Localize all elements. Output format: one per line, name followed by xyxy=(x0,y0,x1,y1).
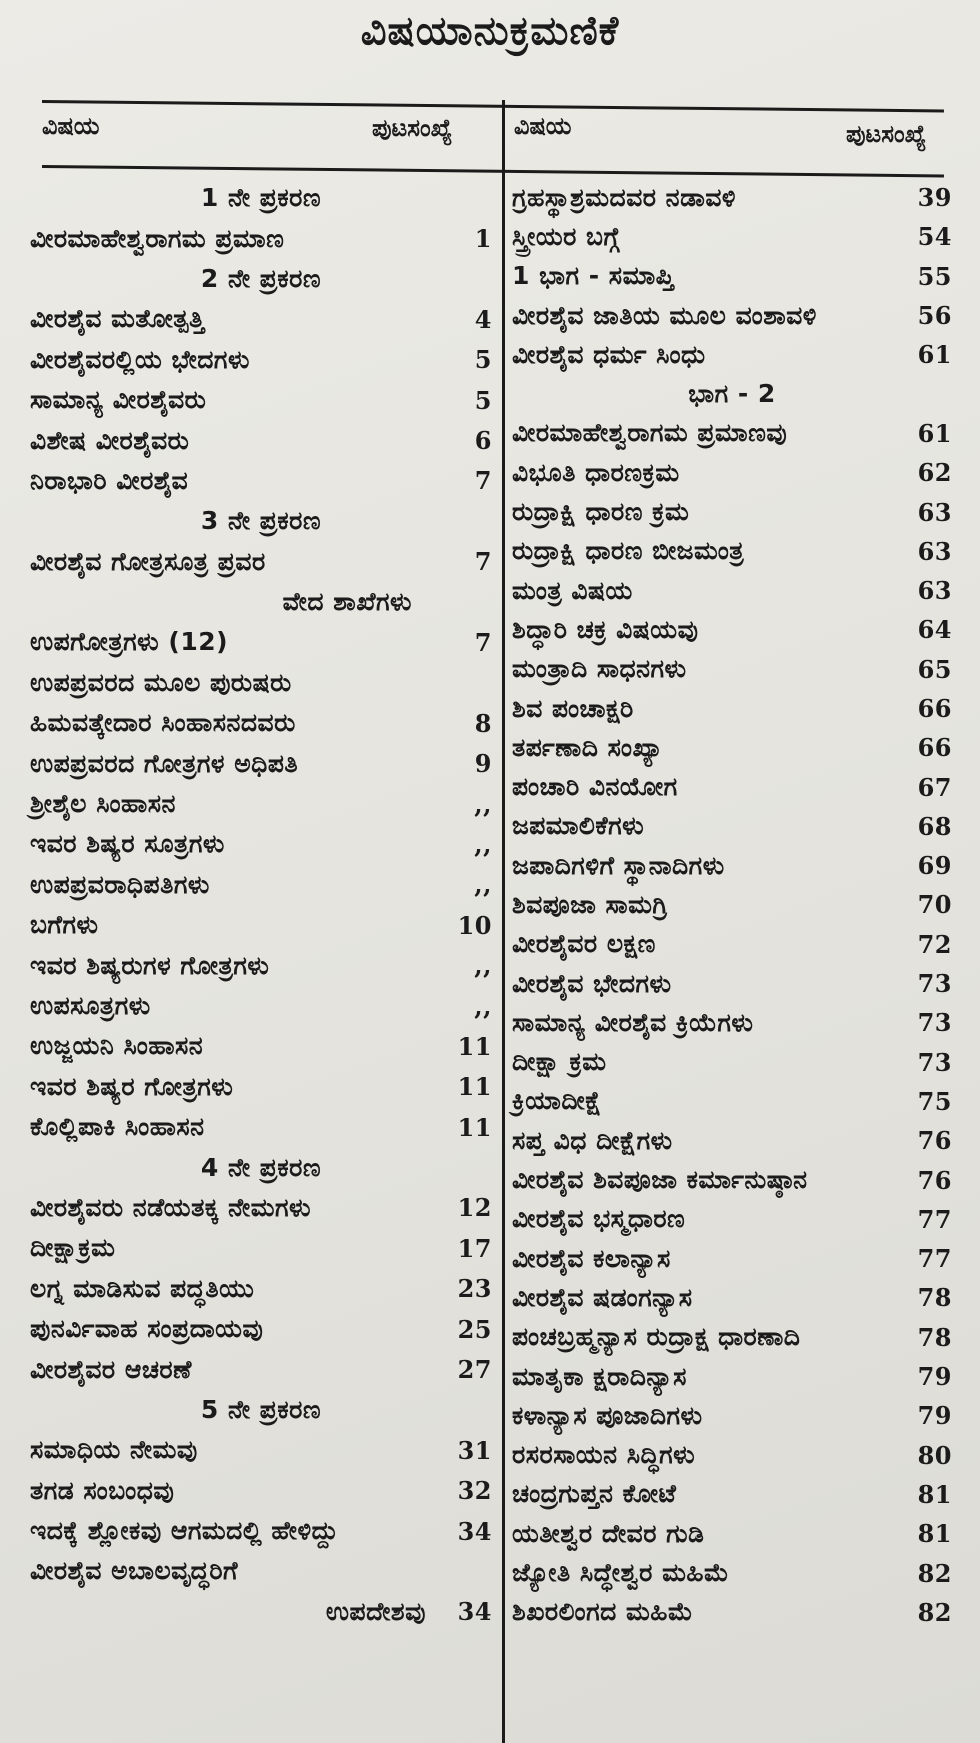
toc-entry xyxy=(30,542,492,582)
toc-entry xyxy=(30,905,492,945)
toc-entry-page: ,, xyxy=(474,951,492,981)
toc-entry-page: 66 xyxy=(917,733,952,763)
toc-entry-page: 81 xyxy=(917,1479,952,1509)
toc-entry-page: 34 xyxy=(457,1597,492,1627)
section-heading-text: 3 ನೇ ಪ್ರಕರಣ xyxy=(200,506,322,536)
toc-entry xyxy=(512,571,952,610)
toc-entry-title: ಬಗೆಗಳು xyxy=(30,910,99,940)
toc-entry xyxy=(30,865,492,905)
toc-entry-title: ಸಾಮಾನ್ಯ ವೀರಶೈವ ಕ್ರಿಯೆಗಳು xyxy=(512,1007,754,1037)
toc-entry xyxy=(512,1278,952,1317)
toc-entry-page: 61 xyxy=(917,418,952,448)
toc-entry xyxy=(512,1239,952,1278)
section-heading-text: ಭಾಗ - 2 xyxy=(688,379,776,409)
toc-entry-title: ಉಪದೇಶವು xyxy=(325,1596,426,1626)
toc-entry-page: 10 xyxy=(457,910,492,940)
toc-entry-title: ವೀರಶೈವರ ಆಚರಣೆ xyxy=(30,1354,192,1384)
toc-entry xyxy=(512,1043,952,1082)
toc-entry-title: ಉಪಪ್ರವರದ ಗೋತ್ರಗಳ ಅಧಿಪತಿ xyxy=(30,748,299,778)
toc-entry-page: 55 xyxy=(917,261,952,291)
toc-entry-page: 63 xyxy=(917,576,952,606)
toc-entry-title: ವೀರಶೈವ ಭೇದಗಳು xyxy=(512,968,672,998)
toc-entry xyxy=(512,453,952,492)
section-heading-text: 1 ನೇ ಪ್ರಕರಣ xyxy=(200,183,322,213)
toc-entry xyxy=(512,1553,952,1592)
toc-entry-page: 80 xyxy=(917,1440,952,1470)
toc-entry-title: ವೀರಶೈವ ಗೋತ್ರಸೂತ್ರ ಪ್ರವರ xyxy=(30,546,266,576)
toc-entry-page: 78 xyxy=(917,1322,952,1352)
toc-entry-page: ,, xyxy=(474,789,492,819)
toc-entry-page: 11 xyxy=(457,1072,492,1102)
toc-entry-page: 7 xyxy=(474,547,492,577)
toc-entry xyxy=(30,1026,492,1066)
toc-entry-page: 64 xyxy=(917,615,952,645)
toc-entry xyxy=(30,1471,492,1511)
left-column xyxy=(30,178,492,1632)
toc-entry-title: ಶಿದ್ಧಾರಿ ಚಕ್ರ ವಿಷಯವು xyxy=(512,614,699,644)
toc-entry-title: ಶ್ರೀಶೈಲ ಸಿಂಹಾಸನ xyxy=(30,789,176,819)
toc-entry xyxy=(30,945,492,985)
toc-entry-page: 81 xyxy=(917,1519,952,1549)
toc-entry xyxy=(30,1067,492,1107)
toc-entry-page: 6 xyxy=(474,426,492,456)
toc-entry-title: ಮಂತ್ರ ವಿಷಯ xyxy=(512,575,633,605)
section-heading xyxy=(30,1147,492,1187)
toc-entry-page: 76 xyxy=(917,1165,952,1195)
toc-entry-title: ಚಂದ್ರಗುಪ್ತನ ಕೋಟೆ xyxy=(512,1479,677,1509)
toc-entry-title: ಪಂಚಾರಿ ವಿನಯೋಗ xyxy=(512,772,678,802)
toc-entry-title: ಕೊಲ್ಲಿಪಾಕಿ ಸಿಂಹಾಸನ xyxy=(30,1112,205,1142)
toc-entry-title: ಇವರ ಶಿಷ್ಯರುಗಳ ಗೋತ್ರಗಳು xyxy=(30,950,270,980)
toc-entry-page: 70 xyxy=(917,890,952,920)
toc-entry xyxy=(30,1349,492,1389)
toc-entry xyxy=(30,784,492,824)
toc-entry-title: ವೀರಶೈವ ಅಬಾಲವೃದ್ಧರಿಗೆ xyxy=(30,1556,239,1586)
toc-entry xyxy=(512,650,952,689)
toc-entry-page: 76 xyxy=(917,1126,952,1156)
toc-entry-title: ನಿರಾಭಾರಿ ವೀರಶೈವ xyxy=(30,465,189,495)
toc-entry-title: ವೀರಶೈವ ಶಿವಪೂಜಾ ಕರ್ಮಾನುಷ್ಠಾನ xyxy=(512,1165,808,1195)
toc-entry-page: 56 xyxy=(917,301,952,331)
toc-entry-title: ಜಪಮಾಲಿಕೆಗಳು xyxy=(512,811,645,841)
toc-entry xyxy=(30,1228,492,1268)
toc-entry-title: ತರ್ಪಣಾದಿ ಸಂಖ್ಯಾ xyxy=(512,732,664,762)
toc-entry-title: ವೀರಮಾಹೇಶ್ವರಾಗಮ ಪ್ರಮಾಣ xyxy=(30,223,285,253)
toc-entry-title: ರುದ್ರಾಕ್ಷಿ ಧಾರಣ ಬೀಜಮಂತ್ರ xyxy=(512,536,745,566)
toc-entry-title: ಸಮಾಧಿಯ ನೇಮವು xyxy=(30,1435,198,1465)
toc-entry xyxy=(512,1003,952,1042)
toc-entry xyxy=(30,1188,492,1228)
toc-entry xyxy=(512,1318,952,1357)
toc-entry-title: ದೀಕ್ಷಾಕ್ರಮ xyxy=(30,1233,116,1263)
toc-entry-title: ವೀರಶೈವ ಜಾತಿಯ ಮೂಲ ವಂಶಾವಳಿ xyxy=(512,300,817,330)
toc-entry-title: ಜ್ಯೋತಿ ಸಿದ್ಧೇಶ್ವರ ಮಹಿಮೆ xyxy=(512,1558,730,1588)
toc-entry-page: 54 xyxy=(917,222,952,252)
toc-entry xyxy=(30,1269,492,1309)
toc-entry-title: ಉಪಪ್ರವರಾಧಿಪತಿಗಳು xyxy=(30,869,210,899)
toc-entry xyxy=(512,178,952,217)
toc-entry xyxy=(512,296,952,335)
toc-entry xyxy=(30,218,492,258)
toc-entry-title: ಶಿವಪೂಜಾ ಸಾಮಗ್ರಿ xyxy=(512,889,668,919)
toc-entry-page: 82 xyxy=(917,1558,952,1588)
toc-entry-page: 17 xyxy=(457,1233,492,1263)
toc-entry-page: 39 xyxy=(917,183,952,213)
column-divider xyxy=(502,100,505,1743)
toc-entry-page: 11 xyxy=(457,1031,492,1061)
toc-entry-page: 62 xyxy=(917,458,952,488)
toc-entry-page: 77 xyxy=(917,1244,952,1274)
toc-entry xyxy=(30,622,492,662)
section-heading xyxy=(30,501,492,541)
toc-entry-title: ಇವರ ಶಿಷ್ಯರ ಗೋತ್ರಗಳು xyxy=(30,1071,234,1101)
toc-entry xyxy=(512,807,952,846)
toc-entry-title: ಪಂಚಬ್ರಹ್ಮನ್ಯಾಸ ರುದ್ರಾಕ್ಷ ಧಾರಣಾದಿ xyxy=(512,1322,801,1352)
toc-entry-page: 75 xyxy=(917,1086,952,1116)
toc-entry-page: 79 xyxy=(917,1362,952,1392)
toc-entry-title: ಕಳಾನ್ಯಾಸ ಪೂಜಾದಿಗಳು xyxy=(512,1400,703,1430)
toc-entry-page: 68 xyxy=(917,811,952,841)
toc-entry xyxy=(30,1309,492,1349)
toc-entry-title: ವೀರಮಾಹೇಶ್ವರಾಗಮ ಪ್ರಮಾಣವು xyxy=(512,418,788,448)
toc-entry-page: 7 xyxy=(474,627,492,657)
toc-entry xyxy=(512,1160,952,1199)
toc-entry-page: 67 xyxy=(917,772,952,802)
toc-entry-title: ಕ್ರಿಯಾದೀಕ್ಷೆ xyxy=(512,1086,602,1116)
toc-entry xyxy=(30,986,492,1026)
toc-entry xyxy=(30,1430,492,1470)
section-heading-text: 4 ನೇ ಪ್ರಕರಣ xyxy=(200,1152,322,1182)
toc-entry xyxy=(30,299,492,339)
toc-entry-page: 11 xyxy=(457,1112,492,1142)
section-heading-text: ವೇದ ಶಾಖೆಗಳು xyxy=(282,587,412,617)
toc-entry xyxy=(512,925,952,964)
left-subject-header: ವಿಷಯ xyxy=(42,112,100,140)
toc-entry-title: ಮಂತ್ರಾದಿ ಸಾಧನಗಳು xyxy=(512,654,687,684)
toc-entry-title: ವೀರಶೈವರಲ್ಲಿಯ ಭೇದಗಳು xyxy=(30,344,250,374)
toc-entry xyxy=(512,610,952,649)
toc-entry xyxy=(30,340,492,380)
toc-entry-title: ಶಿವ ಪಂಚಾಕ್ಷರಿ xyxy=(512,693,634,723)
toc-entry-page: 63 xyxy=(917,497,952,527)
section-heading xyxy=(512,374,952,413)
section-heading xyxy=(30,178,492,218)
toc-entry-title: ವೀರಶೈವ ಷಡಂಗನ್ಯಾಸ xyxy=(512,1282,693,1312)
toc-entry-page: 78 xyxy=(917,1283,952,1313)
top-rule xyxy=(42,100,944,112)
toc-entry-page: 12 xyxy=(457,1193,492,1223)
toc-entry-title: ಶಿಖರಲಿಂಗದ ಮಹಿಮೆ xyxy=(512,1597,694,1627)
toc-entry xyxy=(30,1592,492,1632)
toc-entry-title: ದೀಕ್ಷಾ ಕ್ರಮ xyxy=(512,1047,607,1077)
header-rule xyxy=(42,165,944,177)
toc-entry-page: 72 xyxy=(917,929,952,959)
toc-entry-title: ಉಜ್ಜಯನಿ ಸಿಂಹಾಸನ xyxy=(30,1031,204,1061)
toc-entry xyxy=(30,1107,492,1147)
right-subject-header: ವಿಷಯ xyxy=(514,112,572,140)
toc-entry xyxy=(30,743,492,783)
toc-entry-page: 69 xyxy=(917,851,952,881)
toc-entry-title: ಉಪಸೂತ್ರಗಳು xyxy=(30,991,151,1020)
toc-entry xyxy=(512,1200,952,1239)
toc-entry xyxy=(30,1511,492,1551)
toc-entry-title: ಯತೀಶ್ವರ ದೇವರ ಗುಡಿ xyxy=(512,1518,705,1548)
toc-entry xyxy=(512,257,952,296)
toc-entry xyxy=(512,1475,952,1514)
toc-entry xyxy=(512,1396,952,1435)
toc-entry xyxy=(512,728,952,767)
toc-entry-page: 23 xyxy=(457,1274,492,1304)
toc-entry-title: ಉಪಪ್ರವರದ ಮೂಲ ಪುರುಷರು xyxy=(30,667,292,697)
toc-entry-title: ತಗಡ ಸಂಬಂಧವು xyxy=(30,1475,175,1505)
toc-entry xyxy=(512,492,952,531)
toc-entry xyxy=(30,824,492,864)
section-heading-text: 2 ನೇ ಪ್ರಕರಣ xyxy=(200,263,322,293)
toc-entry xyxy=(30,1551,492,1591)
toc-entry-page: 27 xyxy=(457,1355,492,1385)
toc-entry-page: 5 xyxy=(474,345,492,375)
toc-entry xyxy=(512,885,952,924)
toc-entry-page: 65 xyxy=(917,654,952,684)
toc-entry-title: ಇದಕ್ಕೆ ಶ್ಲೋಕವು ಆಗಮದಲ್ಲಿ ಹೇಳಿದ್ದು xyxy=(30,1516,339,1546)
section-heading xyxy=(30,1390,492,1430)
toc-entry xyxy=(512,414,952,453)
toc-entry-title: ಸಪ್ತ ವಿಧ ದೀಕ್ಷೆಗಳು xyxy=(512,1125,673,1155)
toc-entry-page: ,, xyxy=(474,991,492,1021)
toc-entry-page: 32 xyxy=(457,1476,492,1506)
toc-entry-page: 25 xyxy=(457,1314,492,1344)
toc-entry-title: ಸ್ತ್ರೀಯರ ಬಗ್ಗೆ xyxy=(512,221,620,251)
toc-entry-page: 82 xyxy=(917,1597,952,1627)
toc-entry xyxy=(512,1082,952,1121)
toc-entry xyxy=(512,1514,952,1553)
toc-entry xyxy=(512,1436,952,1475)
toc-entry-page: ,, xyxy=(474,829,492,859)
toc-entry-title: 1 ಭಾಗ - ಸಮಾಪ್ತಿ xyxy=(512,261,675,291)
toc-entry-page: 63 xyxy=(917,536,952,566)
toc-entry-page: 77 xyxy=(917,1204,952,1234)
toc-entry xyxy=(512,1593,952,1632)
toc-entry-page: 79 xyxy=(917,1401,952,1431)
section-heading xyxy=(30,259,492,299)
toc-entry-title: ಲಗ್ನ ಮಾಡಿಸುವ ಪದ್ಧತಿಯು xyxy=(30,1273,255,1303)
toc-entry-page: 4 xyxy=(474,304,492,334)
toc-entry-title: ಹಿಮವತ್ಕೇದಾರ ಸಿಂಹಾಸನದವರು xyxy=(30,708,296,738)
toc-entry-title: ವೀರಶೈವ ಧರ್ಮ ಸಿಂಧು xyxy=(512,339,706,369)
toc-entry xyxy=(30,703,492,743)
toc-entry-page: 73 xyxy=(917,1008,952,1038)
toc-entry xyxy=(30,380,492,420)
toc-entry-page: 31 xyxy=(457,1435,492,1465)
toc-entry-title: ವಿಭೂತಿ ಧಾರಣಕ್ರಮ xyxy=(512,457,680,487)
toc-entry-title: ವೀರಶೈವರ ಲಕ್ಷಣ xyxy=(512,929,656,959)
toc-entry xyxy=(512,1121,952,1160)
toc-entry-title: ಸಾಮಾನ್ಯ ವೀರಶೈವರು xyxy=(30,385,207,415)
toc-entry-title: ರಸರಸಾಯನ ಸಿದ್ಧಿಗಳು xyxy=(512,1440,696,1470)
toc-entry xyxy=(512,1357,952,1396)
toc-entry-title: ವೀರಶೈವ ಕಲಾನ್ಯಾಸ xyxy=(512,1243,671,1273)
toc-entry-page: 61 xyxy=(917,340,952,370)
toc-entry xyxy=(30,420,492,460)
toc-entry xyxy=(30,461,492,501)
toc-entry-page: 8 xyxy=(474,708,492,738)
toc-entry-title: ಜಪಾದಿಗಳಿಗೆ ಸ್ಥಾನಾದಿಗಳು xyxy=(512,850,725,880)
toc-entry-title: ಪುನರ್ವಿವಾಹ ಸಂಪ್ರದಾಯವು xyxy=(30,1314,264,1344)
page-title: ವಿಷಯಾನುಕ್ರಮಣಿಕೆ xyxy=(360,8,620,54)
toc-entry-page: 7 xyxy=(474,466,492,496)
toc-entry xyxy=(512,532,952,571)
toc-entry-title: ವಿಶೇಷ ವೀರಶೈವರು xyxy=(30,425,190,455)
toc-entry-page: 73 xyxy=(917,1047,952,1077)
toc-entry-page: 73 xyxy=(917,969,952,999)
toc-entry-title: ಮಾತೃಕಾ ಕ್ಷರಾದಿನ್ಯಾಸ xyxy=(512,1361,687,1391)
toc-entry xyxy=(30,663,492,703)
toc-entry-page: ,, xyxy=(474,870,492,900)
toc-entry xyxy=(512,689,952,728)
toc-entry-title: ರುದ್ರಾಕ್ಷಿ ಧಾರಣ ಕ್ರಮ xyxy=(512,497,690,527)
toc-entry xyxy=(512,964,952,1003)
toc-entry-page: 9 xyxy=(474,749,492,779)
toc-entry-title: ವೀರಶೈವ ಮತೋತ್ಪತ್ತಿ xyxy=(30,304,205,334)
toc-entry-title: ಗ್ರಹಸ್ಥಾಶ್ರಮದವರ ನಡಾವಳಿ xyxy=(512,182,737,212)
right-column xyxy=(512,178,952,1632)
toc-entry-page: 34 xyxy=(457,1516,492,1546)
left-page-header: ಪುಟಸಂಖ್ಯೆ xyxy=(372,114,453,142)
right-page-header: ಪುಟಸಂಖ್ಯೆ xyxy=(846,120,927,148)
section-heading xyxy=(30,582,492,622)
toc-entry-title: ವೀರಶೈವ ಭಸ್ಮಧಾರಣ xyxy=(512,1204,686,1234)
toc-entry-page: 5 xyxy=(474,385,492,415)
toc-entry xyxy=(512,335,952,374)
toc-entry-page: 1 xyxy=(474,224,492,254)
toc-entry-title: ಇವರ ಶಿಷ್ಯರ ಸೂತ್ರಗಳು xyxy=(30,829,225,859)
toc-entry-title: ವೀರಶೈವರು ನಡೆಯತಕ್ಕ ನೇಮಗಳು xyxy=(30,1192,312,1222)
toc-entry xyxy=(512,767,952,806)
toc-entry-title: ಉಪಗೋತ್ರಗಳು (12) xyxy=(30,627,229,657)
toc-entry xyxy=(512,217,952,256)
section-heading-text: 5 ನೇ ಪ್ರಕರಣ xyxy=(200,1394,322,1424)
toc-entry-page: 66 xyxy=(917,694,952,723)
toc-entry xyxy=(512,846,952,885)
